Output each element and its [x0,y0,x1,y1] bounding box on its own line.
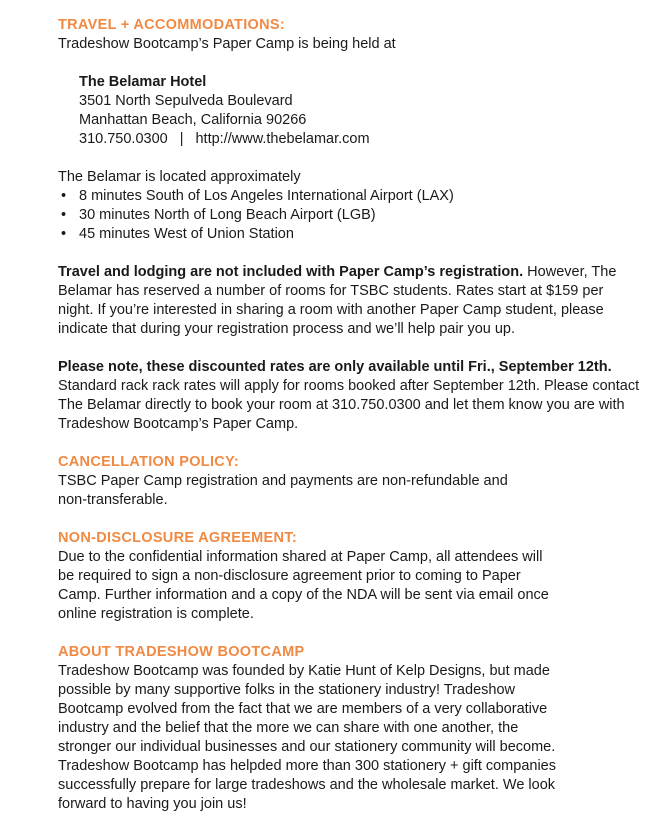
nda-heading: NON-DISCLOSURE AGREEMENT: [58,530,297,546]
about-heading: ABOUT TRADESHOW BOOTCAMP [58,644,305,660]
contact-separator: | [179,131,184,147]
distance-list [58,187,640,244]
hotel-name: The Belamar Hotel [79,74,207,90]
list-item: • 8 minutes South of Los Angeles International Airport (LAX) [58,187,640,206]
cancellation-heading: CANCELLATION POLICY: [58,454,240,470]
lodging-paragraph [58,263,640,339]
travel-intro: Tradeshow Bootcamp’s Paper Camp is being held at [58,36,396,52]
nda-line: online registration is complete. [58,606,254,622]
hotel-city: Manhattan Beach, California 90266 [79,112,307,128]
about-line: Bootcamp evolved from the fact that we are members of a very collaborative [58,701,548,717]
hotel-street: 3501 North Sepulveda Boulevard [79,93,293,109]
location-intro: The Belamar is located approximately [58,169,301,185]
rates-note-rest: Standard rack rack rates will apply for rooms booked after September 12th. Please contact The Belamar directly to book your room at 310.750.0300 and let them know you are with Tradeshow Bootcamp’s Paper Camp. [58,378,640,432]
lodging-bold: Travel and lodging are not included with Paper Camp’s registration. [58,264,524,280]
hotel-contact [79,130,640,149]
hotel-phone: 310.750.0300 [79,131,168,147]
about-line: forward to having you join us! [58,796,247,812]
about-line: industry and the belief that the more we can share with one another, the [58,720,519,736]
about-line: Tradeshow Bootcamp was founded by Katie Hunt of Kelp Designs, but made [58,663,550,679]
nda-line: Due to the confidential information shared at Paper Camp, all attendees will [58,549,543,565]
nda-line: Camp. Further information and a copy of the NDA will be sent via email once [58,587,549,603]
about-line: Tradeshow Bootcamp has helpded more than 300 stationery + gift companies [58,758,556,774]
rates-note-paragraph [58,358,640,434]
list-item: • 30 minutes North of Long Beach Airport (LGB) [58,206,640,225]
lodging-rest: However, The Belamar has reserved a number of rooms for TSBC students. Rates start at $159 per night. If you’re interested in sharing a room with another Paper Camp student, please indicate that during your registration process and we’ll help pair you up. [58,264,617,337]
nda-line: be required to sign a non-disclosure agreement prior to coming to Paper [58,568,521,584]
about-line: possible by many supportive folks in the stationery industry! Tradeshow [58,682,515,698]
list-item: • 45 minutes West of Union Station [58,225,640,244]
travel-heading: TRAVEL + ACCOMMODATIONS: [58,17,285,33]
rates-note-bold: Please note, these discounted rates are only available until Fri., September 12th. [58,359,612,375]
cancellation-line: TSBC Paper Camp registration and payments are non-refundable and [58,473,508,489]
about-line: stronger our individual businesses and our stationery community will become. [58,739,556,755]
cancellation-line: non-transferable. [58,492,168,508]
hotel-address [58,73,640,149]
about-line: successfully prepare for large tradeshows and the wholesale market. We look [58,777,556,793]
hotel-website-link[interactable]: http://www.thebelamar.com [195,131,370,147]
